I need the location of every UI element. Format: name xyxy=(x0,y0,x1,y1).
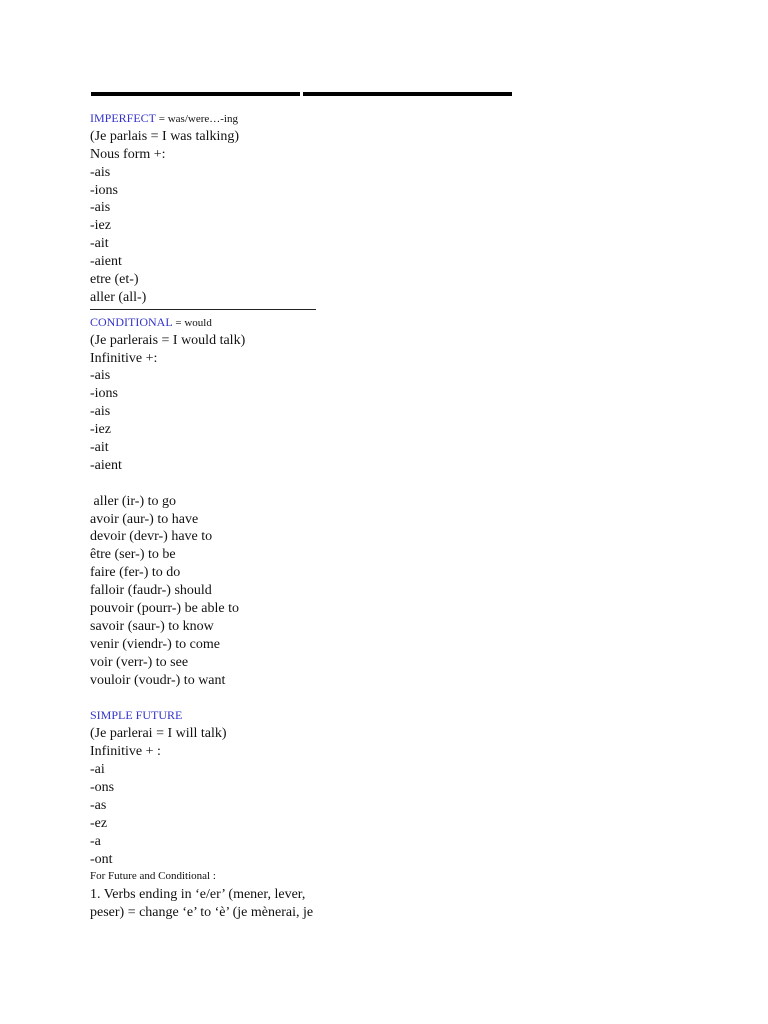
header-rule-left xyxy=(91,92,300,96)
irregular-stem-line: devoir (devr-) have to xyxy=(90,529,213,545)
simple-future-line: (Je parlerai = I will talk) xyxy=(90,726,227,742)
note-title: For Future and Conditional : xyxy=(90,870,216,883)
conditional-line: -ais xyxy=(90,404,111,420)
imperfect-heading xyxy=(90,110,690,128)
conditional-meaning: = would xyxy=(172,316,212,329)
conditional-line: Infinitive +: xyxy=(90,350,158,366)
irregular-stem-line: savoir (saur-) to know xyxy=(90,618,214,634)
simple-future-heading xyxy=(90,707,690,725)
conditional-heading xyxy=(90,314,690,332)
conditional-line: (Je parlerais = I would talk) xyxy=(90,332,246,348)
irregular-stem-line: voir (verr-) to see xyxy=(90,654,189,670)
section-divider xyxy=(90,309,316,310)
simple-future-line: -a xyxy=(90,833,101,849)
imperfect-line: -aient xyxy=(90,254,122,270)
note-line: 1. Verbs ending in ‘e/er’ (mener, lever, xyxy=(90,887,306,903)
irregular-stem-line: être (ser-) to be xyxy=(90,547,176,563)
irregular-stem-line: aller (ir-) to go xyxy=(90,493,177,509)
imperfect-line: -iez xyxy=(90,218,111,234)
imperfect-line: -ais xyxy=(90,164,111,180)
imperfect-line: -ions xyxy=(90,182,118,198)
blank-line xyxy=(90,475,690,493)
irregular-stem-line: faire (fer-) to do xyxy=(90,565,181,581)
simple-future-line: -ai xyxy=(90,762,105,778)
imperfect-line: (Je parlais = I was talking) xyxy=(90,128,240,144)
simple-future-line: -ez xyxy=(90,815,108,831)
conditional-line: -ions xyxy=(90,386,118,402)
imperfect-meaning: = was/were…-ing xyxy=(156,113,238,125)
document-body xyxy=(90,110,690,922)
imperfect-keyword: IMPERFECT xyxy=(90,111,157,125)
conditional-line: -ais xyxy=(90,368,111,384)
note-line: peser) = change ‘e’ to ‘è’ (je mènerai, je xyxy=(90,905,314,921)
irregular-stem-line: avoir (aur-) to have xyxy=(90,511,199,527)
imperfect-line: Nous form +: xyxy=(90,146,166,162)
irregular-stem-line: vouloir (voudr-) to want xyxy=(90,672,226,688)
imperfect-line: -ais xyxy=(90,200,111,216)
simple-future-line: Infinitive + : xyxy=(90,744,161,760)
irregular-stem-line: falloir (faudr-) should xyxy=(90,583,212,599)
simple-future-line: -ont xyxy=(90,851,113,867)
conditional-line: -ait xyxy=(90,440,109,456)
imperfect-line: aller (all-) xyxy=(90,289,147,305)
simple-future-keyword: SIMPLE FUTURE xyxy=(90,708,183,723)
conditional-keyword: CONDITIONAL xyxy=(90,314,173,329)
irregular-stem-line: venir (viendr-) to come xyxy=(90,636,220,652)
simple-future-line: -ons xyxy=(90,779,115,795)
header-rule-right xyxy=(303,92,512,96)
simple-future-line: -as xyxy=(90,797,107,813)
imperfect-line: etre (et-) xyxy=(90,272,139,288)
conditional-line: -iez xyxy=(90,422,111,438)
conditional-line: -aient xyxy=(90,457,122,473)
blank-line xyxy=(90,690,690,708)
irregular-stem-line: pouvoir (pourr-) be able to xyxy=(90,601,240,617)
imperfect-line: -ait xyxy=(90,236,109,252)
